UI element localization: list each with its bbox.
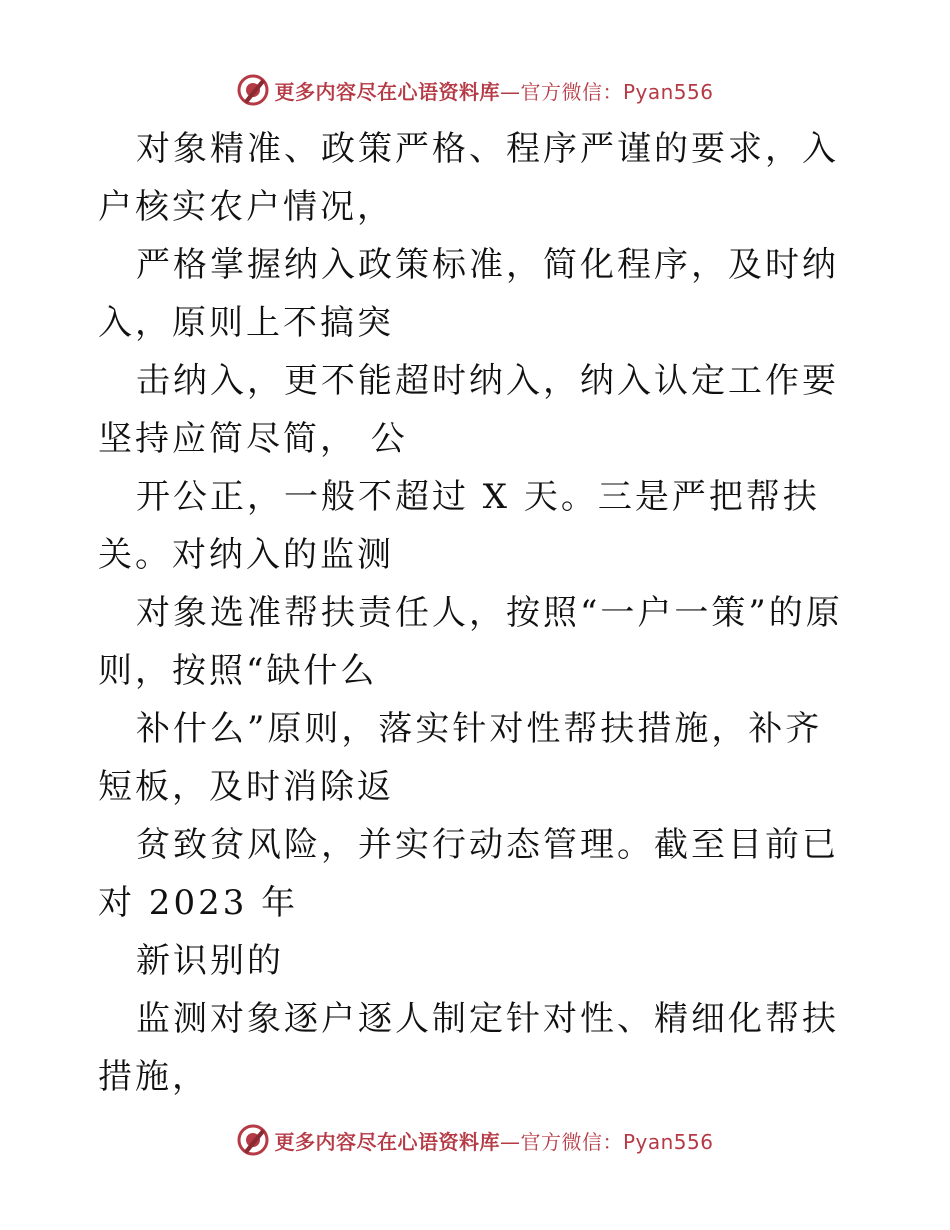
- banner-main-text: 更多内容尽在心语资料库: [274, 1129, 500, 1154]
- banner-main-text: 更多内容尽在心语资料库: [274, 79, 500, 104]
- pen-seal-logo-icon: [236, 1123, 270, 1157]
- banner-text: [274, 76, 713, 105]
- paragraph: 监测对象逐户逐人制定针对性、精细化帮扶措施，: [98, 999, 839, 1097]
- banner-text: [274, 1126, 713, 1155]
- banner-tail-text: —官方微信：Pyan556: [499, 79, 714, 104]
- footer-banner: [0, 1120, 950, 1160]
- paragraph: 对象选准帮扶责任人，按照“一户一策”的原则，按照“缺什么: [98, 593, 843, 691]
- banner-tail-text: —官方微信：Pyan556: [499, 1129, 714, 1154]
- paragraph: 新识别的: [136, 941, 284, 981]
- document-body: [98, 120, 858, 1106]
- paragraph: 严格掌握纳入政策标准，简化程序，及时纳入，原则上不搞突: [98, 245, 839, 343]
- paragraph: 开公正，一般不超过 X 天。三是严把帮扶关。对纳入的监测: [98, 477, 820, 575]
- paragraph: 补什么”原则，落实针对性帮扶措施，补齐短板，及时消除返: [98, 709, 823, 807]
- paragraph: 对象精准、政策严格、程序严谨的要求，入户核实农户情况，: [98, 129, 839, 227]
- header-banner: [0, 70, 950, 110]
- paragraph: 击纳入，更不能超时纳入，纳入认定工作要坚持应简尽简， 公: [98, 361, 839, 459]
- paragraph: 贫致贫风险，并实行动态管理。截至目前已对 2023 年: [98, 825, 839, 923]
- pen-seal-logo-icon: [236, 73, 270, 107]
